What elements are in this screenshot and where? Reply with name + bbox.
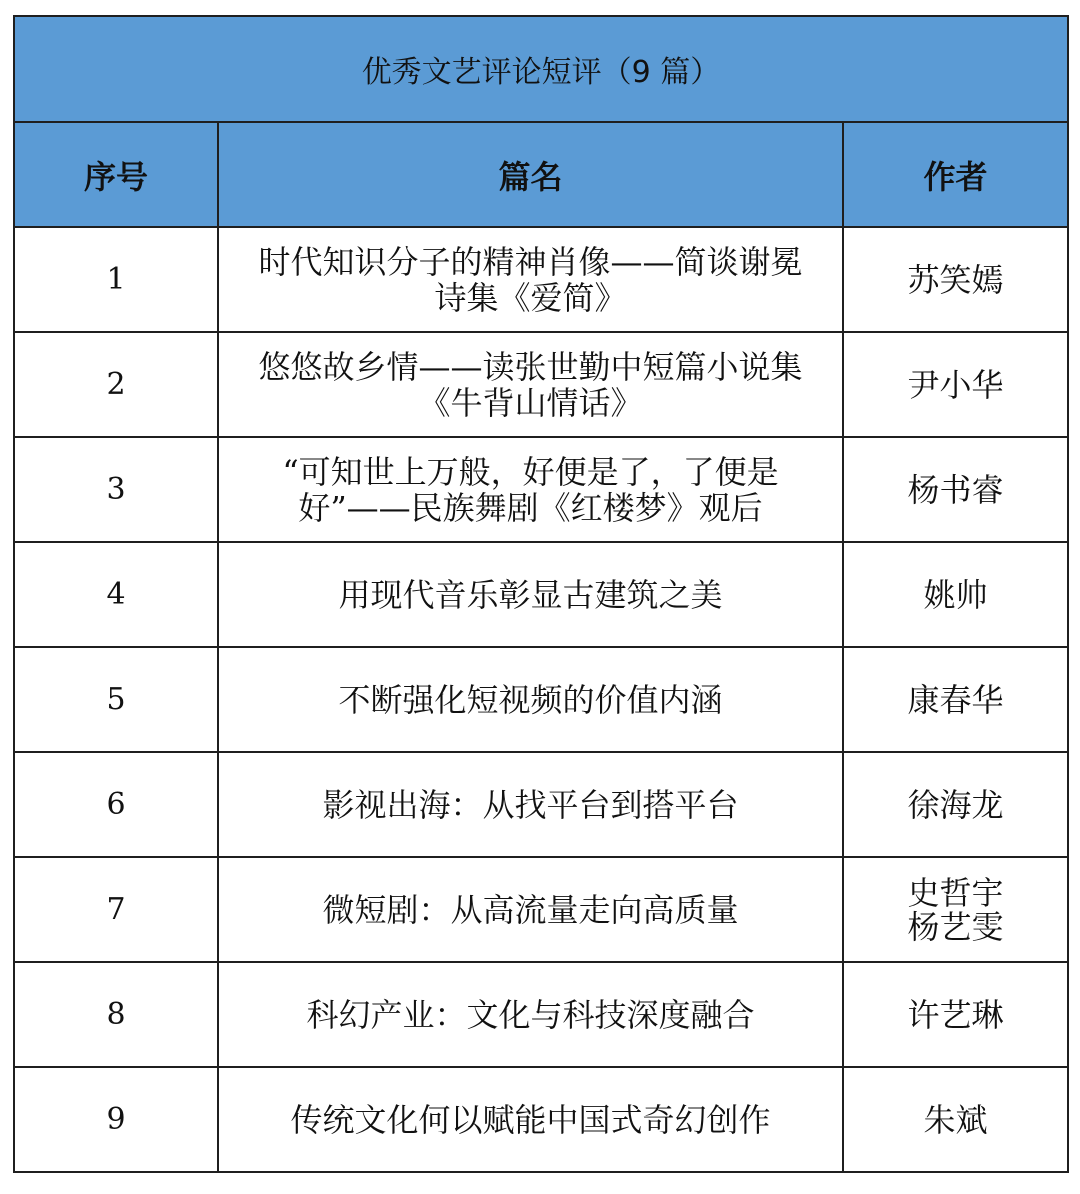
table-row bbox=[14, 647, 1068, 752]
table-header-row bbox=[14, 122, 1068, 227]
row-title-line: 科幻产业：文化与科技深度融合 bbox=[306, 995, 755, 1034]
header-author: 作者 bbox=[843, 122, 1068, 227]
article-list-table-wrapper bbox=[13, 15, 1067, 1173]
table-row bbox=[14, 857, 1068, 962]
row-title-line: “可知世上万般，好便是了，了便是 bbox=[282, 452, 779, 491]
row-title-line: 传统文化何以赋能中国式奇幻创作 bbox=[290, 1100, 771, 1139]
row-title bbox=[218, 542, 843, 647]
table-row bbox=[14, 332, 1068, 437]
row-title bbox=[218, 857, 843, 962]
row-number: 6 bbox=[14, 752, 218, 857]
row-title-line: 微短剧：从高流量走向高质量 bbox=[322, 890, 739, 929]
row-title-line: 不断强化短视频的价值内涵 bbox=[338, 680, 723, 719]
table-row bbox=[14, 227, 1068, 332]
row-author bbox=[843, 752, 1068, 857]
article-list-table bbox=[13, 15, 1069, 1173]
row-title-line: 用现代音乐彰显古建筑之美 bbox=[338, 575, 723, 614]
row-number: 8 bbox=[14, 962, 218, 1067]
row-title bbox=[218, 1067, 843, 1172]
row-author-line: 姚帅 bbox=[923, 575, 988, 614]
row-number: 2 bbox=[14, 332, 218, 437]
row-title-line: 影视出海：从找平台到搭平台 bbox=[322, 785, 739, 824]
table-title: 优秀文艺评论短评（9 篇） bbox=[14, 16, 1068, 122]
table-body bbox=[14, 227, 1068, 1172]
row-author-line: 史哲宇 bbox=[907, 873, 1004, 912]
row-author bbox=[843, 857, 1068, 962]
table-row bbox=[14, 437, 1068, 542]
row-number: 9 bbox=[14, 1067, 218, 1172]
row-author-line: 苏笑嫣 bbox=[907, 260, 1004, 299]
row-title bbox=[218, 227, 843, 332]
row-author bbox=[843, 542, 1068, 647]
header-no: 序号 bbox=[14, 122, 218, 227]
row-author bbox=[843, 332, 1068, 437]
row-title bbox=[218, 752, 843, 857]
row-author-line: 许艺琳 bbox=[907, 995, 1004, 1034]
row-author-line: 朱斌 bbox=[923, 1100, 988, 1139]
row-title-line: 《牛背山情话》 bbox=[418, 383, 643, 422]
row-title bbox=[218, 647, 843, 752]
row-number: 3 bbox=[14, 437, 218, 542]
row-number: 1 bbox=[14, 227, 218, 332]
row-number: 7 bbox=[14, 857, 218, 962]
row-number: 4 bbox=[14, 542, 218, 647]
table-title-row bbox=[14, 16, 1068, 122]
row-title bbox=[218, 332, 843, 437]
row-author-line: 尹小华 bbox=[907, 365, 1004, 404]
row-title bbox=[218, 962, 843, 1067]
row-author bbox=[843, 227, 1068, 332]
row-author bbox=[843, 962, 1068, 1067]
row-author bbox=[843, 437, 1068, 542]
row-title-line: 好”——民族舞剧《红楼梦》观后 bbox=[298, 488, 763, 527]
row-author-line: 杨艺雯 bbox=[907, 907, 1004, 946]
header-title: 篇名 bbox=[218, 122, 843, 227]
row-author-line: 徐海龙 bbox=[907, 785, 1004, 824]
row-author bbox=[843, 647, 1068, 752]
row-number: 5 bbox=[14, 647, 218, 752]
table-row bbox=[14, 1067, 1068, 1172]
row-title-line: 诗集《爱简》 bbox=[434, 278, 627, 317]
row-author-line: 杨书睿 bbox=[907, 470, 1004, 509]
row-author-line: 康春华 bbox=[907, 680, 1004, 719]
row-title-line: 悠悠故乡情——读张世勤中短篇小说集 bbox=[258, 347, 803, 386]
table-row bbox=[14, 962, 1068, 1067]
row-title bbox=[218, 437, 843, 542]
row-title-line: 时代知识分子的精神肖像——简谈谢冕 bbox=[258, 242, 803, 281]
row-author bbox=[843, 1067, 1068, 1172]
table-row bbox=[14, 752, 1068, 857]
table-row bbox=[14, 542, 1068, 647]
